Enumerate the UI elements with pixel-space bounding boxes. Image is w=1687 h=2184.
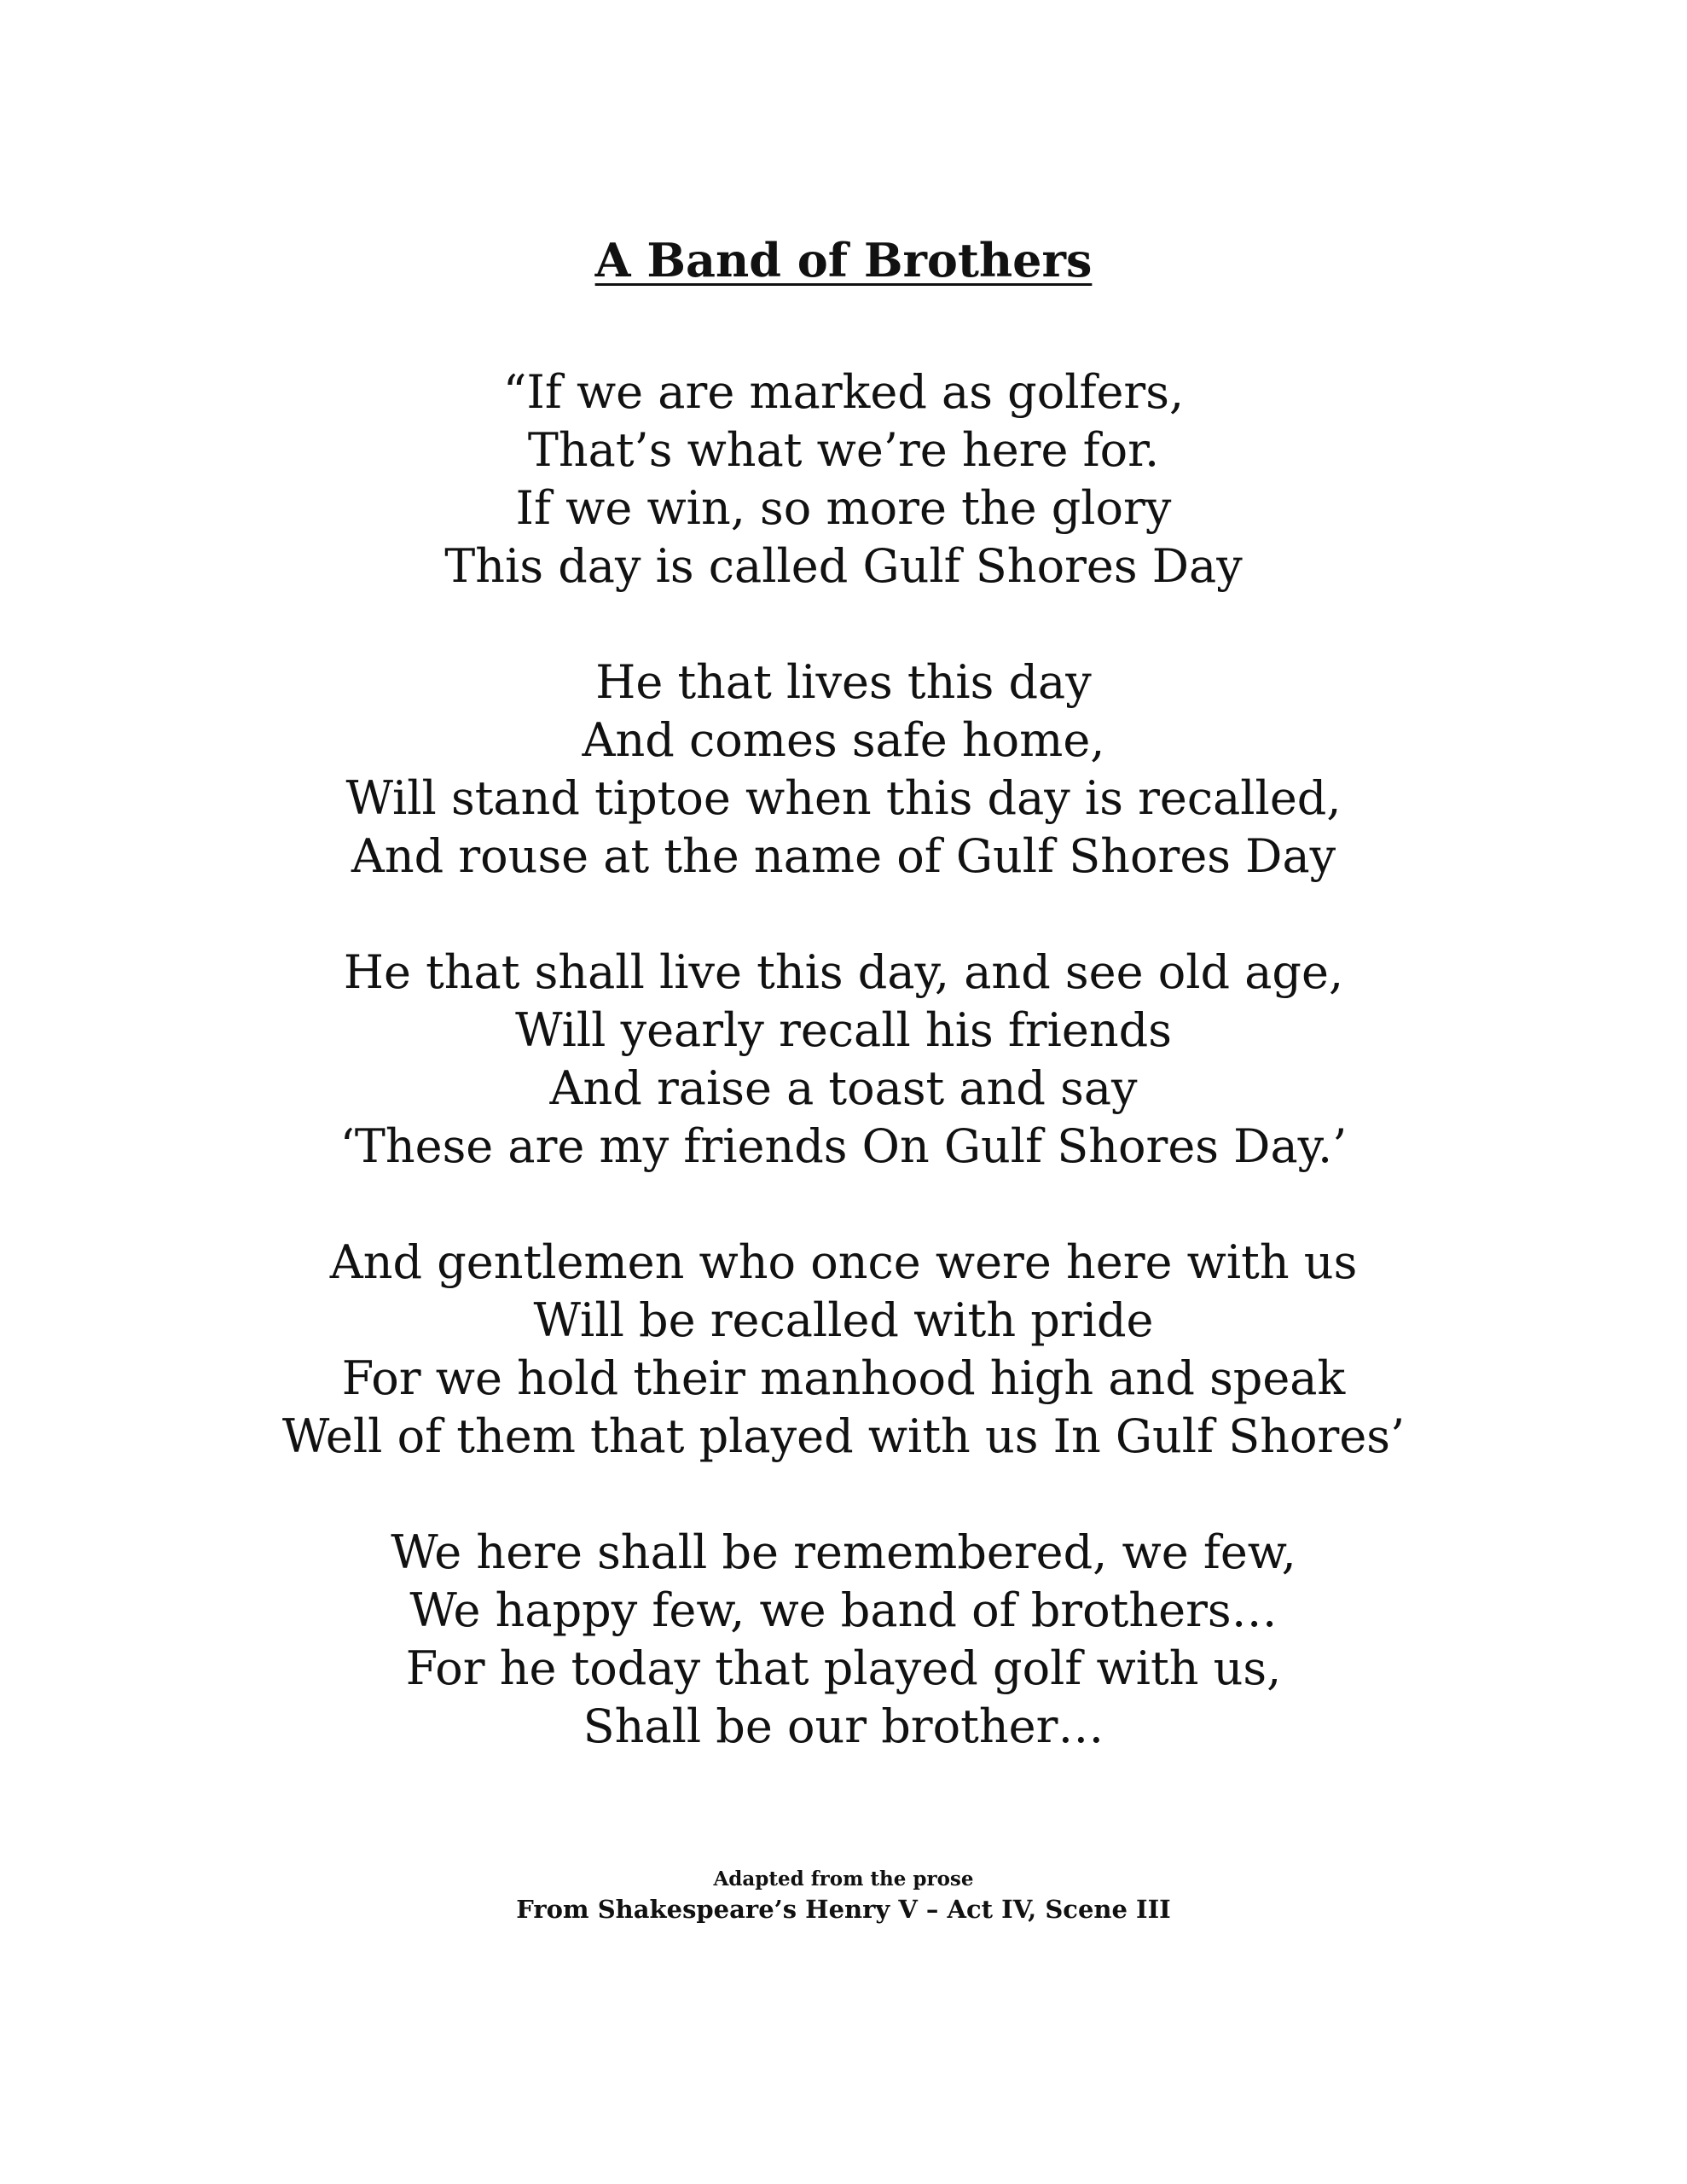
poem-line: And gentlemen who once were here with us	[329, 1235, 1358, 1289]
stanza-1	[0, 363, 1687, 595]
poem-line: If we win, so more the glory	[515, 481, 1172, 535]
poem-line: And comes safe home,	[582, 713, 1105, 767]
attribution	[0, 1867, 1687, 1926]
poem-line: Will stand tiptoe when this day is recalled,	[345, 771, 1342, 825]
stanza-3	[0, 944, 1687, 1176]
poem-line: Well of them that played with us In Gulf Shores’	[281, 1409, 1406, 1463]
poem-line: “If we are marked as golfers,	[502, 365, 1185, 419]
poem-line: He that shall live this day, and see old age,	[343, 945, 1344, 999]
poem-body	[0, 363, 1687, 1814]
poem-line: For we hold their manhood high and speak	[341, 1351, 1346, 1405]
poem-line: We here shall be remembered, we few,	[391, 1525, 1296, 1579]
stanza-5	[0, 1524, 1687, 1756]
poem-line: Shall be our brother…	[583, 1699, 1104, 1753]
poem-line: For he today that played golf with us,	[405, 1641, 1282, 1695]
attribution-line-1: Adapted from the prose	[713, 1867, 974, 1891]
poem-line: And rouse at the name of Gulf Shores Day	[351, 829, 1336, 883]
poem-line: Will yearly recall his friends	[515, 1003, 1172, 1057]
poem-line: That’s what we’re here for.	[527, 423, 1160, 477]
poem-line: We happy few, we band of brothers…	[409, 1583, 1278, 1637]
poem-line: And raise a toast and say	[549, 1061, 1138, 1115]
poem-line: Will be recalled with pride	[533, 1293, 1154, 1347]
stanza-2	[0, 653, 1687, 886]
poem-line: ‘These are my friends On Gulf Shores Day.’	[339, 1119, 1348, 1173]
poem-line: He that lives this day	[595, 655, 1092, 709]
poem-title: A Band of Brothers	[594, 233, 1093, 288]
attribution-line-2: From Shakespeare’s Henry V – Act IV, Scene III	[516, 1895, 1171, 1924]
poem-line: This day is called Gulf Shores Day	[444, 539, 1243, 593]
stanza-4	[0, 1234, 1687, 1466]
